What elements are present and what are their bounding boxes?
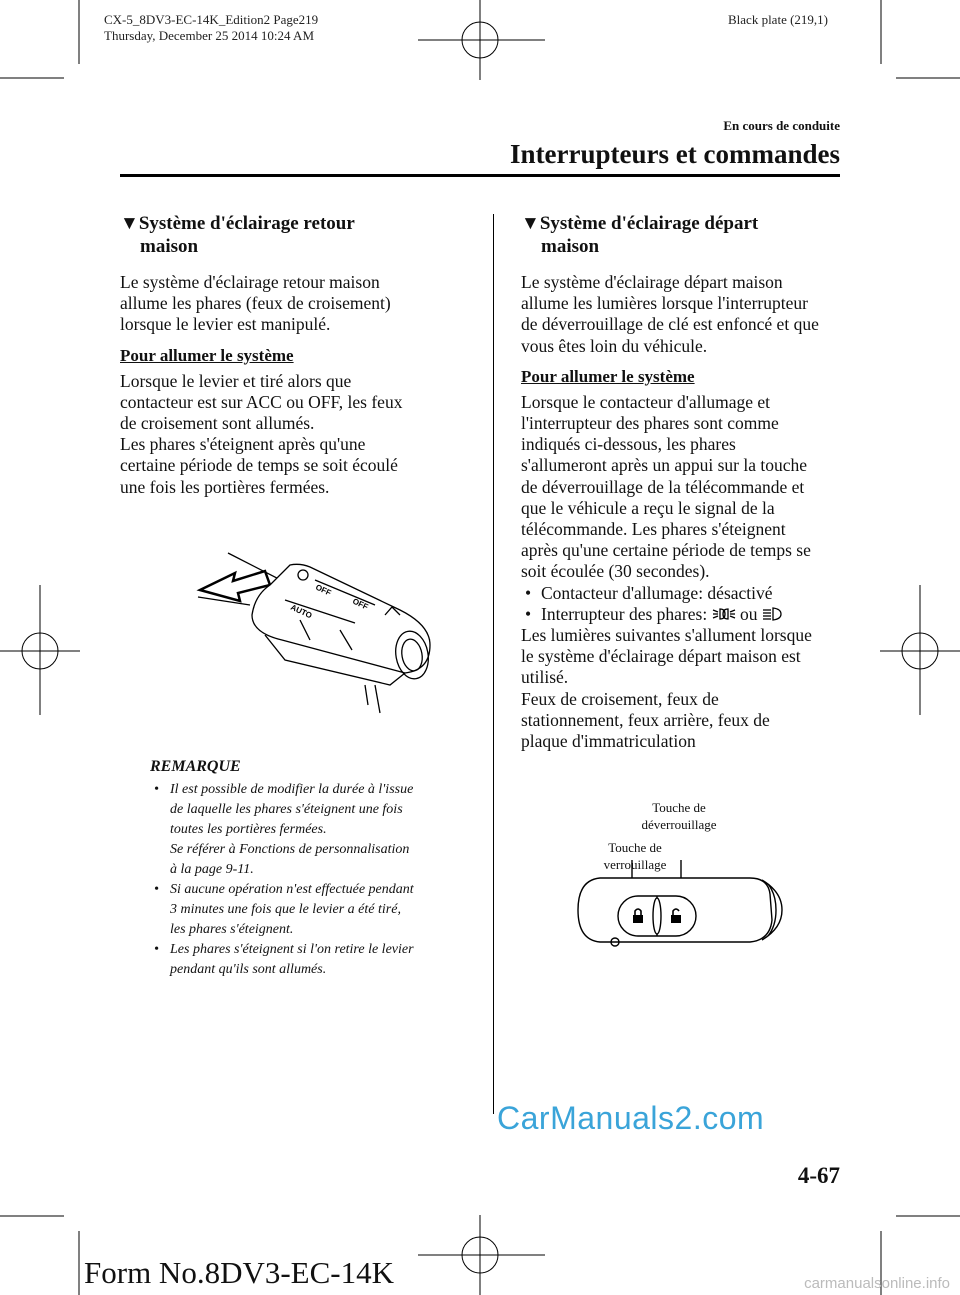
file-line-1: CX-5_8DV3-EC-14K_Edition2 Page219 xyxy=(104,12,319,27)
note-title: REMARQUE xyxy=(150,758,241,775)
left-body: Lorsque le levier et tiré alors que contacteur est sur ACC ou OFF, les feux de croisement sont allumés. Les phares s'éteignent après qu'une certaine période de temps se soit écoulé une fois les portières fermées. xyxy=(120,370,403,497)
section-heading-departure-lighting: ▼Système d'éclairage départ maison xyxy=(521,213,759,257)
section-heading-home-lighting: ▼Système d'éclairage retour maison xyxy=(120,213,355,257)
note-item: • Il est possible de modifier la durée à l'issue de laquelle les phares s'éteignent une fois toutes les portières fermées. Se référer à Fonctions de personnalisation à la page 9-11. xyxy=(154,782,414,877)
condition-list xyxy=(521,583,851,625)
file-line-2: Thursday, December 25 2014 10:24 AM xyxy=(104,28,315,43)
lever-label-auto: AUTO xyxy=(289,602,314,621)
section-title: Interrupteurs et commandes xyxy=(510,139,840,169)
right-after: Les lumières suivantes s'allument lorsque le système d'éclairage départ maison est utilisé. Feux de croisement, feux de stationnement, feux arrière, feux de plaque d'immatriculation xyxy=(521,625,812,752)
lock-button-label: Touche de verrouillage xyxy=(603,840,667,872)
chapter-title: En cours de conduite xyxy=(723,118,840,133)
key-fob-figure xyxy=(570,860,790,960)
condition-item: • Interrupteur des phares: ou xyxy=(521,604,851,625)
note-list xyxy=(150,780,475,980)
right-subheading: Pour allumer le système xyxy=(521,366,695,386)
right-intro: Le système d'éclairage départ maison allume les lumières lorsque l'interrupteur de déverrouillage de clé est enfoncé et que vous êtes loin du véhicule. xyxy=(521,272,819,356)
lever-label-off-2: OFF xyxy=(351,596,370,612)
header-rule xyxy=(120,174,840,177)
lever-label-off: OFF xyxy=(314,582,333,598)
note-block xyxy=(150,758,475,980)
watermark-carmanuals2: CarManuals2.com xyxy=(497,1100,765,1136)
left-subheading: Pour allumer le système xyxy=(120,345,294,365)
low-beam-icon xyxy=(762,607,782,621)
note-item: • Si aucune opération n'est effectuée pendant 3 minutes une fois que le levier a été tiré, les phares s'éteignent. xyxy=(154,882,414,937)
left-column xyxy=(120,212,475,498)
unlock-button-label: Touche de déverrouillage xyxy=(641,800,717,832)
right-column xyxy=(521,212,851,752)
right-body: Lorsque le contacteur d'allumage et l'interrupteur des phares sont comme indiqués ci-dessous, les phares s'allumeront après un appui sur la touche de déverrouillage de la télécommande et que le véhicule a reçu le signal de la télécommande. Les phares s'éteignent après qu'une certaine période de temps se soit écoulée (30 secondes). xyxy=(521,391,811,582)
lever-figure xyxy=(190,545,450,715)
parking-lights-icon xyxy=(712,607,736,621)
watermark-carmanualsonline: carmanualsonline.info xyxy=(804,1275,950,1292)
file-info xyxy=(104,12,318,44)
form-number: Form No.8DV3-EC-14K xyxy=(84,1255,394,1290)
note-item: • Les phares s'éteignent si l'on retire le levier pendant qu'ils sont allumés. xyxy=(154,942,414,977)
triangle-down-icon: ▼ xyxy=(521,213,540,234)
plate-label: Black plate (219,1) xyxy=(728,12,828,27)
condition-item: • Contacteur d'allumage: désactivé xyxy=(525,582,773,603)
column-divider xyxy=(493,214,494,1114)
left-intro: Le système d'éclairage retour maison allume les phares (feux de croisement) lorsque le levier est manipulé. xyxy=(120,272,391,335)
page-number: 4-67 xyxy=(797,1163,840,1188)
triangle-down-icon: ▼ xyxy=(120,213,139,234)
